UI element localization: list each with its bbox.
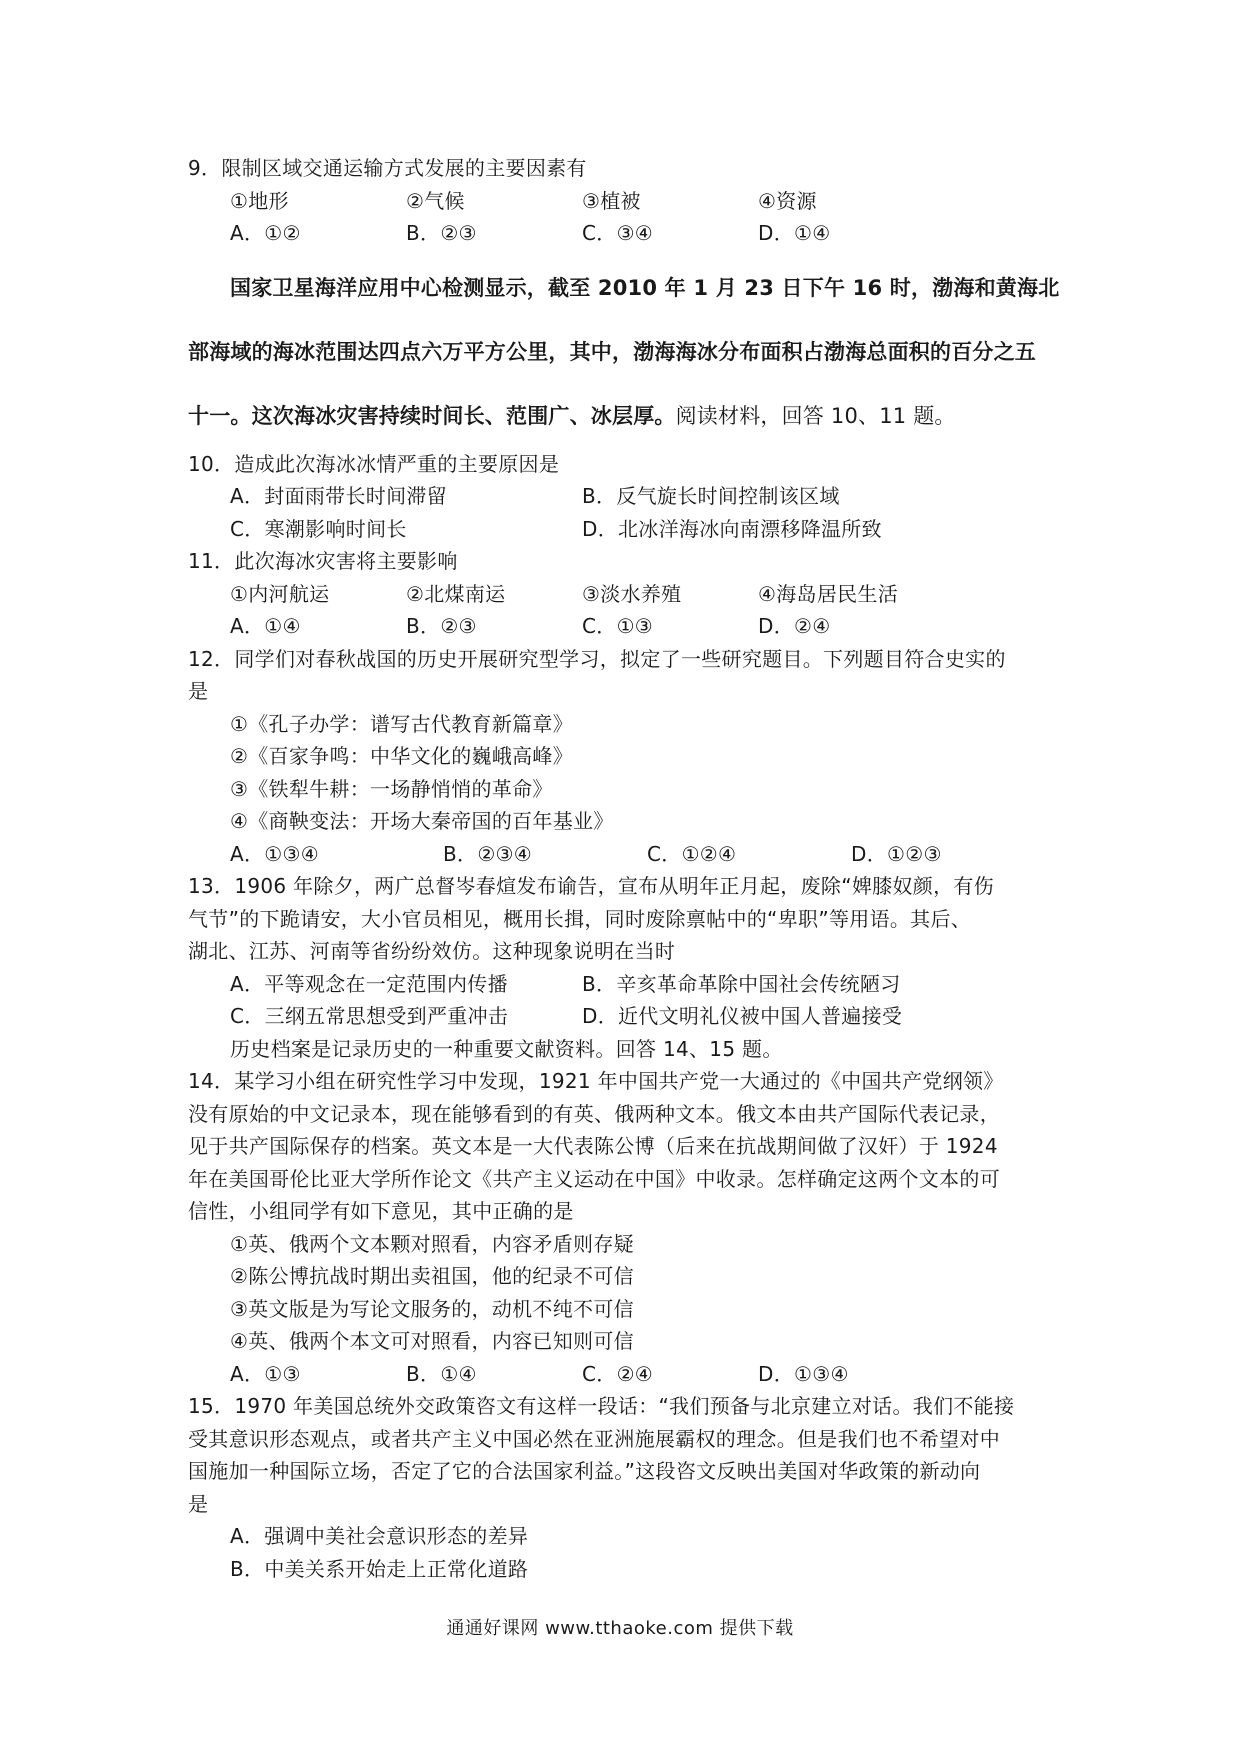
question-11-options (188, 610, 1068, 643)
q15-option-a: A．强调中美社会意识形态的差异 (230, 1524, 529, 1548)
question-10-options-row-2 (188, 513, 1068, 546)
q9-option-d: D．①④ (758, 221, 831, 245)
q13-option-c: C．三纲五常思想受到严重冲击 (230, 1004, 509, 1028)
q12-item-3: ③《铁犁牛耕：一场静悄悄的革命》 (230, 776, 553, 801)
question-11-stem: 11．此次海冰灾害将主要影响 (188, 549, 458, 573)
question-14-stem-5: 信性，小组同学有如下意见，其中正确的是 (188, 1199, 574, 1223)
passage-line-2: 部海域的海冰范围达四点六万平方公里，其中，渤海海冰分布面积占渤海总面积的百分之五 (188, 339, 1036, 364)
q9-option-a: A．①② (230, 221, 301, 245)
q10-option-a: A．封面雨带长时间滞留 (230, 484, 447, 508)
question-12-stem-1: 12．同学们对春秋战国的历史开展研究型学习，拟定了一些研究题目。下列题目符合史实的 (188, 646, 1006, 671)
q15-option-b: B．中美关系开始走上正常化道路 (230, 1556, 529, 1581)
q14-item-1: ①英、俄两个文本颗对照看，内容矛盾则存疑 (230, 1231, 634, 1256)
q12-option-b: B．②③④ (443, 841, 533, 866)
q13-option-d: D．近代文明礼仪被中国人普遍接受 (582, 1004, 903, 1028)
question-13-options-row-1 (188, 968, 1068, 1001)
q12-item-4: ④《商鞅变法：开场大秦帝国的百年基业》 (230, 809, 614, 833)
q9-item-4: ④资源 (758, 188, 817, 213)
q11-item-2: ②北煤南运 (406, 581, 506, 606)
q9-item-1: ①地形 (230, 188, 289, 213)
q11-item-4: ④海岛居民生活 (758, 581, 899, 606)
q10-option-d: D．北冰洋海冰向南漂移降温所致 (582, 516, 882, 541)
passage-line-3-bold: 十一。这次海冰灾害持续时间长、范围广、冰层厚。 (188, 403, 676, 428)
question-15-stem-3: 国施加一种国际立场，否定了它的合法国家利益。”这段咨文反映出美国对华政策的新动向 (188, 1459, 981, 1483)
q11-option-c: C．①③ (582, 614, 654, 638)
intro-14-15: 历史档案是记录历史的一种重要文献资料。回答 14、15 题。 (230, 1036, 783, 1061)
question-13-stem-2: 气节”的下跪请安，大小官员相见，概用长揖，同时废除禀帖中的“卑职”等用语。其后、 (188, 906, 972, 931)
question-10-options-row-1 (188, 480, 1068, 513)
question-9-items (188, 185, 1068, 218)
q14-option-b: B．①④ (406, 1361, 477, 1386)
q14-option-d: D．①③④ (758, 1361, 849, 1386)
question-10-stem: 10．造成此次海冰冰情严重的主要原因是 (188, 451, 560, 476)
question-15-stem-4: 是 (188, 1491, 209, 1516)
question-12-options (188, 838, 1068, 871)
q14-item-3: ③英文版是为写论文服务的，动机不纯不可信 (230, 1296, 634, 1321)
q11-item-1: ①内河航运 (230, 581, 330, 606)
exam-content (188, 152, 1068, 1585)
page-footer: 通通好课网 www.tthaoke.com 提供下载 (446, 1618, 794, 1639)
q11-option-a: A．①④ (230, 614, 301, 638)
question-14-stem-2: 没有原始的中文记录本，现在能够看到的有英、俄两种文本。俄文本由共产国际代表记录， (188, 1101, 1000, 1126)
passage-line-3 (188, 384, 1068, 448)
q11-item-3: ③淡水养殖 (582, 581, 682, 606)
q12-option-a: A．①③④ (230, 841, 319, 866)
q11-option-b: B．②③ (406, 614, 477, 638)
q9-option-b: B．②③ (406, 221, 477, 245)
question-14-options (188, 1358, 1068, 1391)
q14-option-c: C．②④ (582, 1361, 654, 1386)
q12-item-1: ①《孔子办学：谱写古代教育新篇章》 (230, 711, 574, 736)
question-13-options-row-2 (188, 1000, 1068, 1033)
q14-item-2: ②陈公博抗战时期出卖祖国，他的纪录不可信 (230, 1264, 634, 1288)
question-11-items (188, 578, 1068, 611)
q10-option-c: C．寒潮影响时间长 (230, 516, 407, 541)
question-9-stem: 9．限制区域交通运输方式发展的主要因素有 (188, 156, 587, 180)
q12-option-c: C．①②④ (647, 841, 737, 866)
q14-item-4: ④英、俄两个本文可对照看，内容已知则可信 (230, 1329, 634, 1353)
question-12-stem-2: 是 (188, 679, 209, 703)
question-14-stem-4: 年在美国哥伦比亚大学所作论文《共产主义运动在中国》中收录。怎样确定这两个文本的可 (188, 1166, 1000, 1191)
question-9-options (188, 217, 1068, 250)
q9-item-2: ②气候 (406, 188, 465, 213)
question-15-stem-1: 15．1970 年美国总统外交政策咨文有这样一段话：“我们预备与北京建立对话。我们不能接 (188, 1394, 1015, 1418)
q10-option-b: B．反气旋长时间控制该区域 (582, 484, 840, 508)
q12-item-2: ②《百家争鸣：中华文化的巍峨高峰》 (230, 744, 574, 768)
q12-option-d: D．①②③ (851, 841, 942, 866)
passage-line-1: 国家卫星海洋应用中心检测显示，截至 2010 年 1 月 23 日下午 16 时，渤海和黄海北 (230, 275, 1060, 300)
question-15-stem-2: 受其意识形态观点，或者共产主义中国必然在亚洲施展霸权的理念。但是我们也不希望对中 (188, 1426, 1000, 1451)
passage-line-3-tail: 阅读材料，回答 10、11 题。 (675, 403, 956, 428)
q13-option-b: B．辛亥革命革除中国社会传统陋习 (582, 971, 901, 996)
question-14-stem-1: 14．某学习小组在研究性学习中发现，1921 年中国共产党一大通过的《中国共产党纲领》 (188, 1069, 1004, 1093)
question-14-stem-3: 见于共产国际保存的档案。英文本是一大代表陈公博（后来在抗战期间做了汉奸）于 1924 (188, 1134, 998, 1158)
q9-option-c: C．③④ (582, 221, 654, 245)
question-13-stem-3: 湖北、江苏、河南等省纷纷效仿。这种现象说明在当时 (188, 939, 676, 963)
q13-option-a: A．平等观念在一定范围内传播 (230, 971, 508, 996)
q9-item-3: ③植被 (582, 188, 641, 213)
q14-option-a: A．①③ (230, 1361, 301, 1386)
q11-option-d: D．②④ (758, 614, 831, 638)
question-13-stem-1: 13．1906 年除夕，两广总督岑春煊发布谕告，宣布从明年正月起，废除“婢膝奴颜，有伤 (188, 874, 994, 898)
